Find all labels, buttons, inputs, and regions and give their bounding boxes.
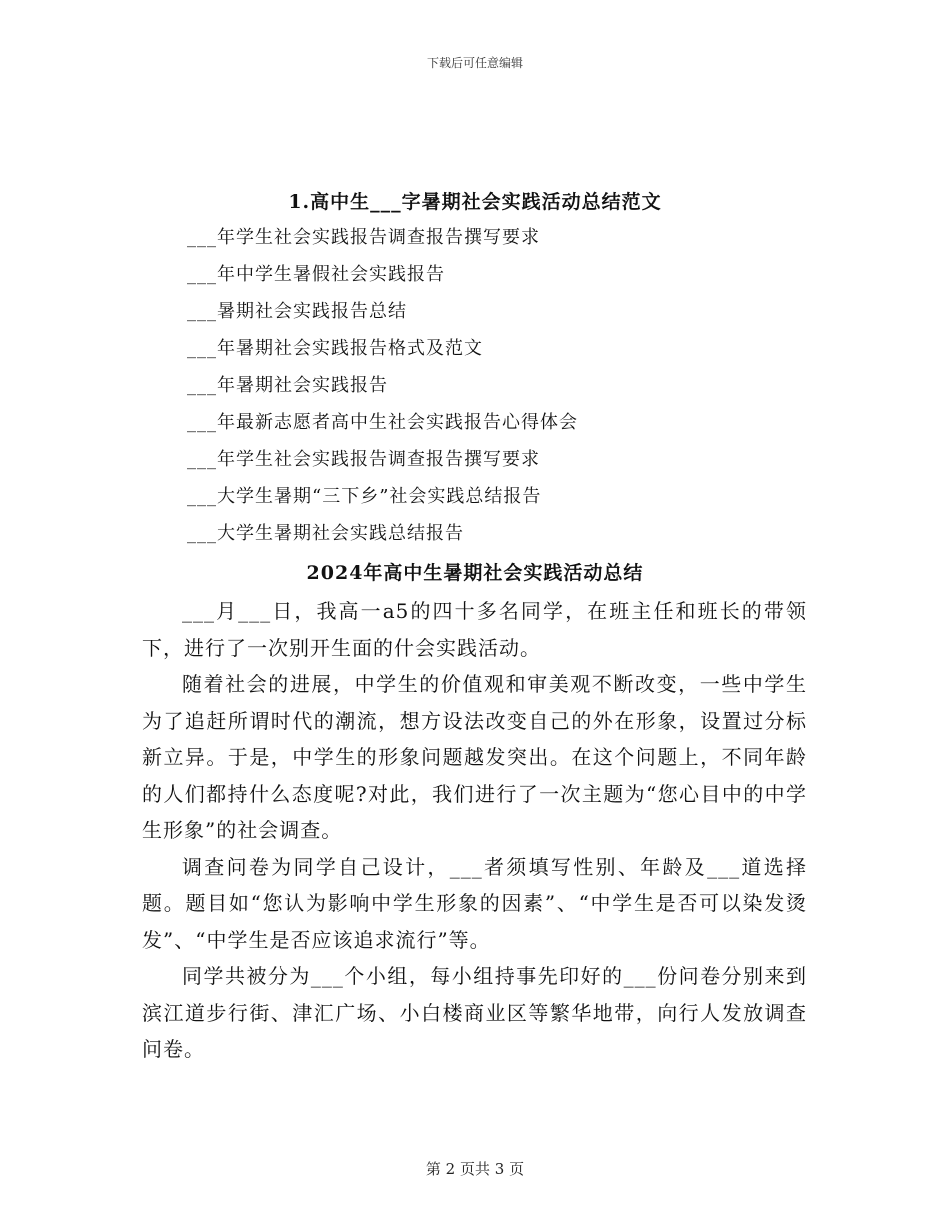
toc-item: ___年最新志愿者高中生社会实践报告心得体会 — [187, 412, 578, 433]
toc-item: ___年学生社会实践报告调查报告撰写要求 — [187, 227, 540, 248]
table-of-contents — [187, 223, 827, 556]
toc-item: ___大学生暑期“三下乡”社会实践总结报告 — [187, 486, 542, 507]
toc-item: ___年暑期社会实践报告 — [187, 375, 388, 396]
toc-item: ___大学生暑期社会实践总结报告 — [187, 523, 464, 544]
paragraph: 调查问卷为同学自己设计，___者须填写性别、年龄及___道选择题。题目如“您认为影响中学生形象的因素”、“中学生是否可以染发烫发”、“中学生是否应该追求流行”等。 — [142, 854, 807, 952]
body-text — [142, 593, 807, 1068]
toc-item: ___年暑期社会实践报告格式及范文 — [187, 338, 483, 359]
toc-item: ___暑期社会实践报告总结 — [187, 301, 407, 322]
paragraph: 随着社会的进展，中学生的价值观和审美观不断改变，一些中学生为了追赶所谓时代的潮流，想方设法改变自己的外在形象，设置过分标新立异。于是，中学生的形象问题越发突出。在这个问题上，不同年龄的人们都持什么态度呢?对此，我们进行了一次主题为“您心目中的中学生形象”的社会调查。 — [142, 672, 807, 842]
document-title: 1.高中生___字暑期社会实践活动总结范文 — [288, 191, 662, 213]
toc-item: ___年中学生暑假社会实践报告 — [187, 264, 445, 285]
page-number: 第 2 页共 3 页 — [425, 1160, 525, 1178]
paragraph: ___月___日，我高一a5的四十多名同学，在班主任和班长的带领下，进行了一次别开生面的什会实践活动。 — [142, 599, 807, 660]
header-note: 下载后可任意编辑 — [426, 56, 523, 70]
toc-item: ___年学生社会实践报告调查报告撰写要求 — [187, 449, 540, 470]
section-title: 2024年高中生暑期社会实践活动总结 — [306, 562, 644, 584]
paragraph: 同学共被分为___个小组，每小组持事先印好的___份问卷分别来到滨江道步行街、津汇广场、小白楼商业区等繁华地带，向行人发放调查问卷。 — [142, 964, 807, 1061]
